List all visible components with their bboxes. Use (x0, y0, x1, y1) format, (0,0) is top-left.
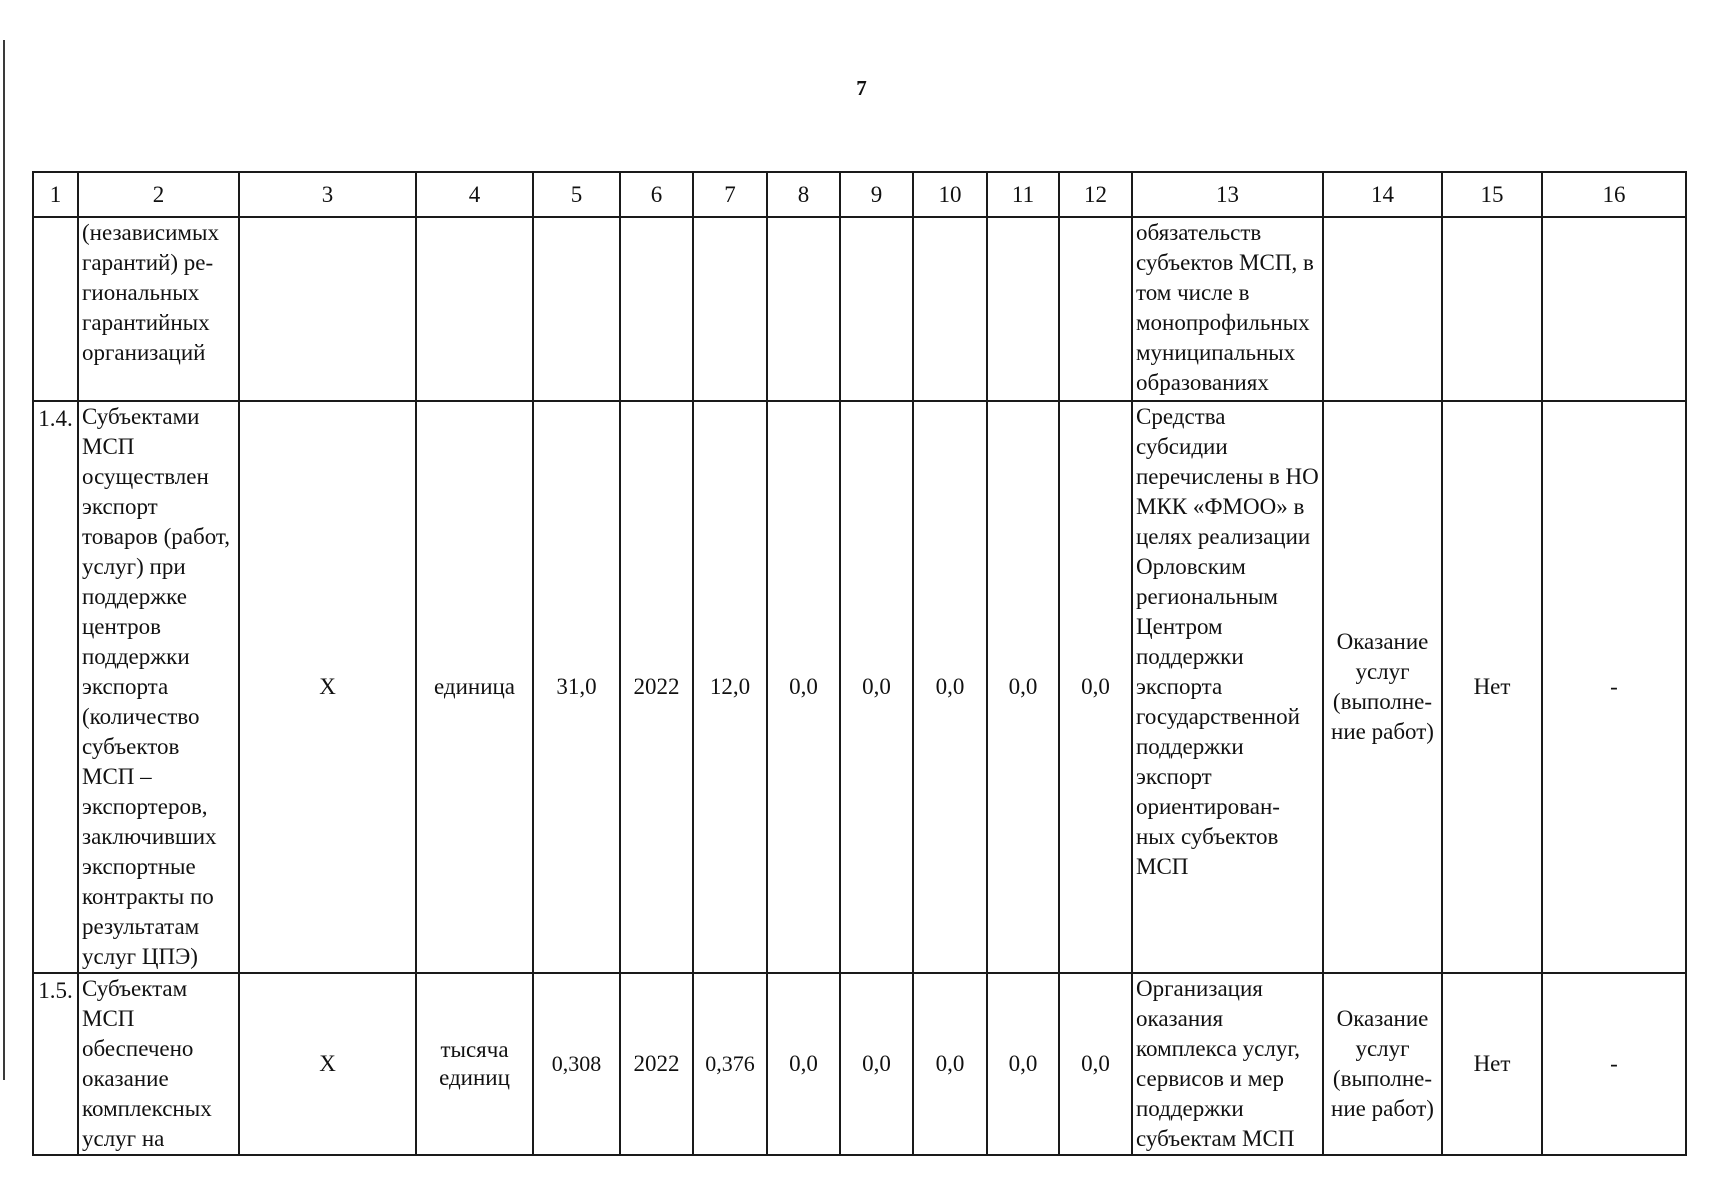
cell-col12 (1059, 217, 1132, 401)
cell-col15: Нет (1442, 401, 1542, 973)
cell-col3: X (239, 401, 416, 973)
page-left-edge (3, 40, 5, 1080)
header-cell-11: 11 (987, 172, 1059, 217)
cell-col10: 0,0 (913, 973, 987, 1155)
header-cell-15: 15 (1442, 172, 1542, 217)
cell-col7 (693, 217, 767, 401)
cell-col16: - (1542, 401, 1686, 973)
header-cell-5: 5 (533, 172, 620, 217)
table-row-1-4 (33, 401, 1686, 973)
cell-indicator-name: Субъектам МСП обеспечено оказание комплексных услуг на (78, 973, 239, 1155)
cell-description: обязательств субъектов МСП, в том числе в монопрофильных муниципальных образованиях (1132, 217, 1323, 401)
cell-indicator-name: (независимых гарантий) ре-гиональных гарантийных организаций (78, 217, 239, 401)
header-row (33, 172, 1686, 217)
cell-col10 (913, 217, 987, 401)
cell-col3: X (239, 973, 416, 1155)
cell-col6: 2022 (620, 401, 693, 973)
cell-col16: - (1542, 973, 1686, 1155)
cell-col14: Оказание услуг (выполне-ние работ) (1323, 401, 1442, 973)
cell-row-number: 1.4. (33, 401, 78, 973)
cell-indicator-name: Субъектами МСП осуществлен экспорт товаров (работ, услуг) при поддержке центров поддержки экспорта (количество субъектов МСП – экспортеров, заключивших экспортные контракты по результатам услуг ЦПЭ) (78, 401, 239, 973)
cell-col8: 0,0 (767, 973, 840, 1155)
cell-col8 (767, 217, 840, 401)
header-cell-4: 4 (416, 172, 533, 217)
cell-col9 (840, 217, 913, 401)
table-row-1-5 (33, 973, 1686, 1155)
header-cell-3: 3 (239, 172, 416, 217)
cell-col5: 31,0 (533, 401, 620, 973)
cell-col6 (620, 217, 693, 401)
cell-description: Организация оказания комплекса услуг, сервисов и мер поддержки субъектам МСП (1132, 973, 1323, 1155)
cell-col11: 0,0 (987, 973, 1059, 1155)
cell-col11: 0,0 (987, 401, 1059, 973)
cell-unit: тысяча единиц (416, 973, 533, 1155)
header-cell-8: 8 (767, 172, 840, 217)
cell-col9: 0,0 (840, 973, 913, 1155)
page-number: 7 (856, 76, 867, 100)
cell-col12: 0,0 (1059, 401, 1132, 973)
cell-unit (416, 217, 533, 401)
cell-row-number (33, 217, 78, 401)
cell-unit: единица (416, 401, 533, 973)
cell-col14 (1323, 217, 1442, 401)
header-cell-2: 2 (78, 172, 239, 217)
cell-col5: 0,308 (533, 973, 620, 1155)
cell-col7: 0,376 (693, 973, 767, 1155)
cell-col6: 2022 (620, 973, 693, 1155)
header-cell-13: 13 (1132, 172, 1323, 217)
cell-col11 (987, 217, 1059, 401)
cell-col8: 0,0 (767, 401, 840, 973)
cell-col3 (239, 217, 416, 401)
cell-col16 (1542, 217, 1686, 401)
cell-row-number: 1.5. (33, 973, 78, 1155)
indicators-table (32, 171, 1687, 1156)
header-cell-9: 9 (840, 172, 913, 217)
header-cell-6: 6 (620, 172, 693, 217)
header-cell-14: 14 (1323, 172, 1442, 217)
header-cell-7: 7 (693, 172, 767, 217)
header-cell-12: 12 (1059, 172, 1132, 217)
header-cell-10: 10 (913, 172, 987, 217)
cell-col14: Оказание услуг (выполне-ние работ) (1323, 973, 1442, 1155)
cell-col12: 0,0 (1059, 973, 1132, 1155)
cell-description: Средства субсидии перечислены в НО МКК «ФМОО» в целях реализации Орловским региональным Центром поддержки экспорта государственной поддержки экспорт ориентирован-ных субъектов МСП (1132, 401, 1323, 973)
header-cell-16: 16 (1542, 172, 1686, 217)
cell-col15: Нет (1442, 973, 1542, 1155)
cell-col7: 12,0 (693, 401, 767, 973)
cell-col15 (1442, 217, 1542, 401)
table-row-continuation (33, 217, 1686, 401)
cell-col5 (533, 217, 620, 401)
cell-col10: 0,0 (913, 401, 987, 973)
cell-col9: 0,0 (840, 401, 913, 973)
header-cell-1: 1 (33, 172, 78, 217)
